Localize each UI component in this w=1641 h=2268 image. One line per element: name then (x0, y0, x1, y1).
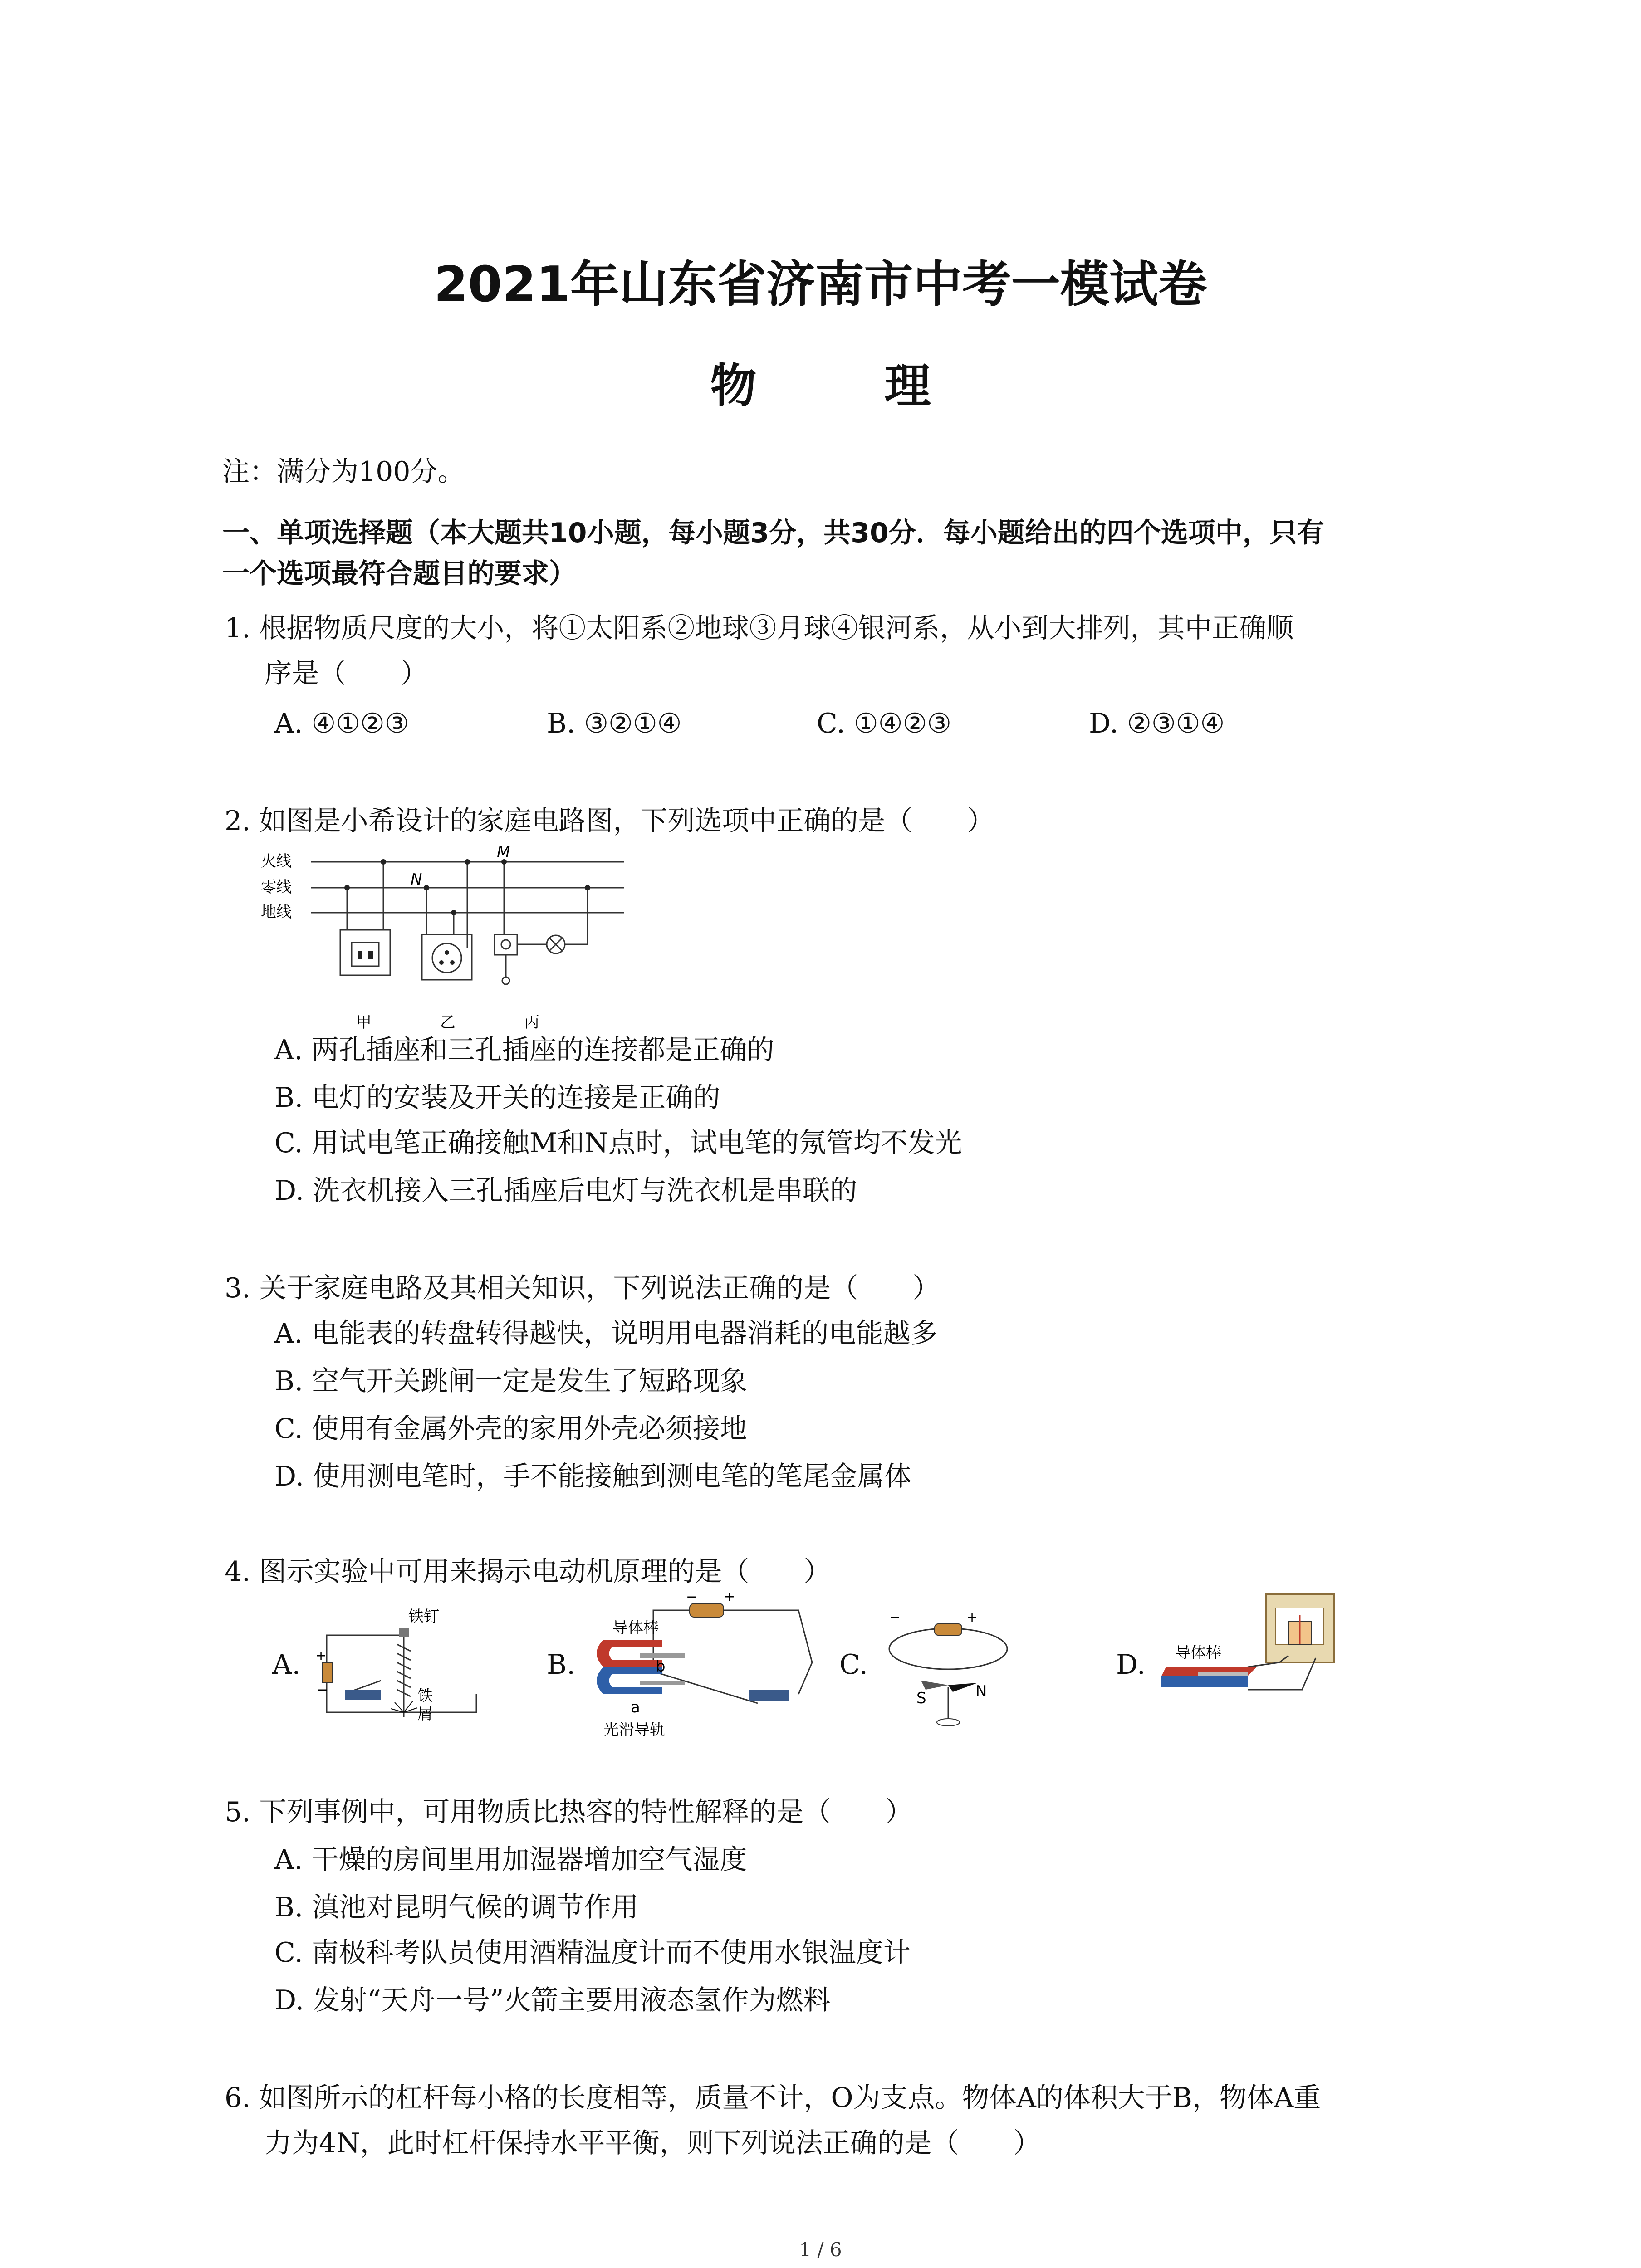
option-a: A. 干燥的房间里用加湿器增加空气湿度 (274, 1844, 747, 1876)
question-stem: 4. 图示实验中可用来揭示电动机原理的是（ ） (225, 1556, 831, 1588)
label-iron-nail: 铁钉 (408, 1608, 439, 1626)
subject-title: 物 理 (710, 359, 972, 413)
galvanometer-figure (1157, 1590, 1347, 1735)
question-stem-cont: 力为4N，此时杠杆保持水平平衡，则下列说法正确的是（ ） (265, 2127, 1041, 2159)
question-stem: 1. 根据物质尺度的大小，将①太阳系②地球③月球④银河系，从小到大排列，其中正确顺 (225, 612, 1294, 644)
question-stem: 3. 关于家庭电路及其相关知识，下列说法正确的是（ ） (225, 1272, 940, 1304)
label-s: S (916, 1689, 926, 1707)
option-c: C. 南极科考队员使用酒精温度计而不使用水银温度计 (274, 1937, 911, 1969)
device-label-yi: 乙 (440, 1013, 456, 1031)
svg-text:−: − (317, 1682, 328, 1698)
household-circuit-diagram (261, 844, 633, 1034)
question-stem: 2. 如图是小希设计的家庭电路图，下列选项中正确的是（ ） (225, 805, 994, 837)
option-d: D. ②③①④ (1089, 708, 1225, 739)
option-c: C. ①④②③ (817, 708, 952, 739)
option-b: B. 滇池对昆明气候的调节作用 (274, 1892, 639, 1923)
wire-label-neutral: 零线 (261, 878, 292, 896)
label-conductor-rod-d: 导体棒 (1175, 1644, 1221, 1662)
option-c: C. 用试电笔正确接触M和N点时，试电笔的氖管均不发光 (274, 1127, 962, 1159)
option-b: B. 空气开关跳闸一定是发生了短路现象 (274, 1365, 748, 1397)
wire-label-ground: 地线 (261, 903, 292, 921)
figure-option-c-letter: C. (839, 1649, 868, 1681)
question-stem-cont: 序是（ ） (265, 658, 428, 689)
label-a: a (631, 1698, 640, 1716)
score-note: 注：满分为100分。 (222, 456, 465, 488)
option-d: D. 使用测电笔时，手不能接触到测电笔的笔尾金属体 (274, 1461, 912, 1492)
option-a: A. 两孔插座和三孔插座的连接都是正确的 (274, 1034, 774, 1066)
point-label-n: N (411, 870, 422, 889)
section-heading-line2: 一个选项最符合题目的要求） (222, 558, 576, 590)
option-d: D. 发射“天舟一号”火箭主要用液态氢作为燃料 (274, 1984, 831, 2016)
figure-option-a-letter: A. (272, 1649, 301, 1681)
label-n: N (975, 1682, 987, 1701)
device-label-jia: 甲 (356, 1013, 372, 1031)
label-iron-1: 铁 (417, 1687, 433, 1705)
section-heading-line1: 一、单项选择题（本大题共10小题，每小题3分，共30分．每小题给出的四个选项中，只有 (222, 517, 1324, 549)
svg-text:+: + (315, 1648, 327, 1664)
option-a: A. 电能表的转盘转得越快，说明用电器消耗的电能越多 (274, 1318, 938, 1349)
point-label-m: M (497, 844, 510, 861)
device-label-bing: 丙 (524, 1013, 539, 1031)
question-stem: 5. 下列事例中，可用物质比热容的特性解释的是（ ） (225, 1796, 913, 1828)
question-stem: 6. 如图所示的杠杆每小格的长度相等，质量不计，O为支点。物体A的体积大于B，物体A重 (225, 2082, 1321, 2114)
option-b: B. 电灯的安装及开关的连接是正确的 (274, 1082, 720, 1114)
figure-option-d-letter: D. (1116, 1649, 1146, 1681)
option-a: A. ④①②③ (274, 708, 409, 739)
option-b: B. ③②①④ (547, 708, 682, 739)
option-d: D. 洗衣机接入三孔插座后电灯与洗衣机是串联的 (274, 1175, 857, 1207)
option-c: C. 使用有金属外壳的家用外壳必须接地 (274, 1413, 747, 1445)
figure-option-b-letter: B. (547, 1649, 576, 1681)
electromagnet-figure (313, 1603, 495, 1735)
svg-text:−: − (686, 1590, 698, 1605)
svg-text:−: − (889, 1609, 901, 1625)
label-iron-2: 屑 (417, 1705, 433, 1723)
svg-text:+: + (724, 1590, 735, 1605)
label-b: b (656, 1657, 666, 1676)
svg-text:+: + (966, 1609, 978, 1625)
page-number: 1 / 6 (799, 2239, 842, 2261)
compass-wire-figure (880, 1603, 1016, 1735)
label-conductor-rod-b: 导体棒 (612, 1619, 659, 1637)
wire-label-live: 火线 (261, 852, 292, 870)
motor-rail-figure (585, 1590, 821, 1744)
label-smooth-rail: 光滑导轨 (603, 1721, 665, 1739)
exam-title: 2021年山东省济南市中考一模试卷 (434, 256, 1207, 313)
